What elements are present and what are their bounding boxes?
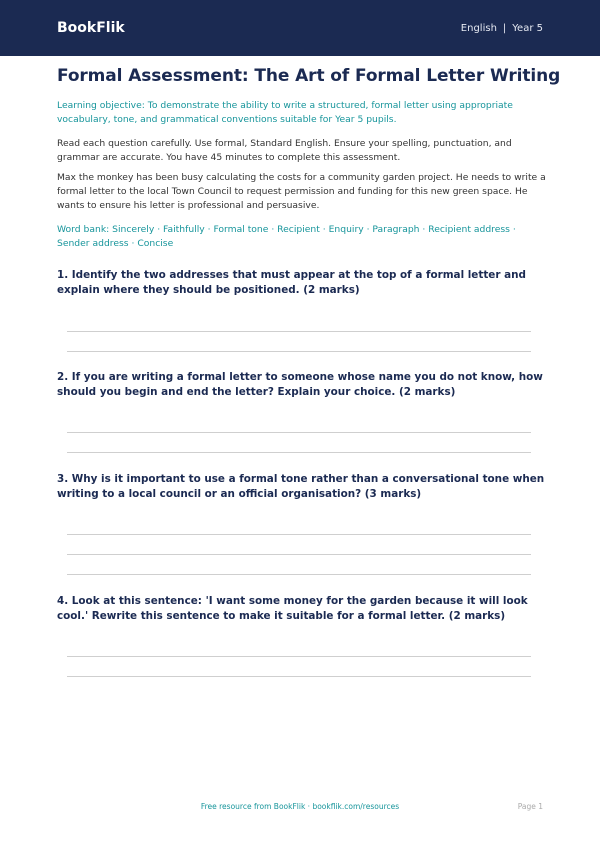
question-2: 2. If you are writing a formal letter to someone whose name you do not know, how should you begin and end the letter? Explain your choice. (2 marks): [57, 371, 543, 398]
answer-line[interactable]: [67, 676, 531, 677]
answer-line[interactable]: [67, 656, 531, 657]
answer-line[interactable]: [67, 452, 531, 453]
question-1: 1. Identify the two addresses that must appear at the top of a formal letter and explain where they should be positioned. (2 marks): [57, 269, 526, 296]
answer-line[interactable]: [67, 534, 531, 535]
learning-objective: Learning objective: To demonstrate the ability to write a structured, formal letter using appropriate vocabulary, tone, and grammatical conventions suitable for Year 5 pupils.: [57, 100, 513, 125]
header-bar: [0, 0, 600, 56]
answer-line[interactable]: [67, 432, 531, 433]
question-3: 3. Why is it important to use a formal tone rather than a conversational tone when writing to a local council or an official organisation? (3 marks): [57, 473, 545, 500]
scenario: Max the monkey has been busy calculating the costs for a community garden project. He needs to write a formal letter to the local Town Council to request permission and funding for this new green space. He wants to ensure his letter is professional and persuasive.: [57, 172, 546, 211]
answer-line[interactable]: [67, 331, 531, 332]
answer-line[interactable]: [67, 554, 531, 555]
footer-resource-link[interactable]: Free resource from BookFlik · bookflik.com/resources: [200, 802, 400, 811]
page-title: Formal Assessment: The Art of Formal Letter Writing: [57, 66, 561, 86]
meta-separator: |: [502, 22, 507, 34]
header-meta: [461, 23, 543, 34]
word-bank: Word bank: Sincerely · Faithfully · Formal tone · Recipient · Enquiry · Paragraph · Recipient address · Sender address · Concise: [57, 224, 516, 249]
year-label: Year 5: [512, 22, 543, 34]
instructions: Read each question carefully. Use formal, Standard English. Ensure your spelling, punctuation, and grammar are accurate. You have 45 minutes to complete this assessment.: [57, 138, 512, 163]
answer-line[interactable]: [67, 574, 531, 575]
subject-label: English: [460, 22, 497, 34]
brand-logo[interactable]: BookFlik: [57, 20, 125, 36]
page-number: Page 1: [517, 802, 543, 811]
question-4: 4. Look at this sentence: 'I want some money for the garden because it will look cool.' Rewrite this sentence to make it suitable for a formal letter. (2 marks): [57, 595, 528, 622]
answer-line[interactable]: [67, 351, 531, 352]
